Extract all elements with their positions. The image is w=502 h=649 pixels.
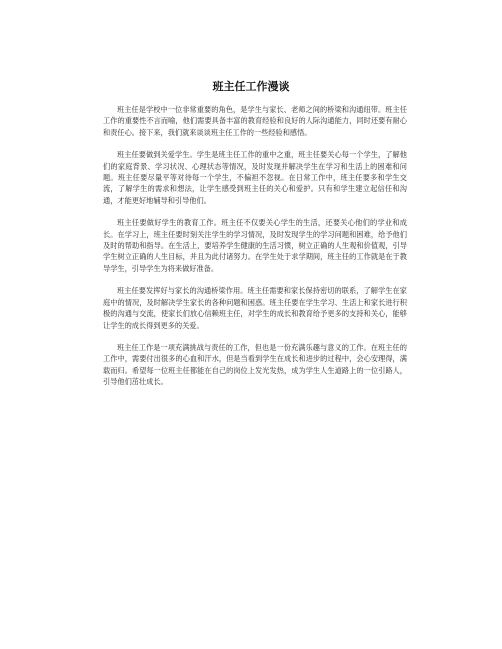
document-body [103, 104, 407, 399]
paragraph-conclusion: 班主任工作是一项充满挑战与责任的工作，但也是一份充满乐趣与意义的工作。在班主任的工作中，需要付出很多的心血和汗水，但是当看到学生在成长和进步的过程中，会心安理得，满载而归。希望每一位班主任都能在自己的岗位上发光发热，成为学生人生道路上的一位引路人，引导他们茁壮成长。 [103, 342, 407, 387]
paragraph-care-students: 班主任要做到关爱学生。学生是班主任工作的重中之重，班主任要关心每一个学生，了解他们的家庭背景、学习状况、心理状态等情况，及时发现并解决学生在学习和生活上的困难和问题。班主任要尽量平等对待每一个学生，不偏袒不忽视。在日常工作中，班主任要多和学生交流，了解学生的需求和想法，让学生感受到班主任的关心和爱护。只有和学生建立起信任和沟通，才能更好地辅导和引导他们。 [103, 150, 407, 205]
page-title: 班主任工作漫谈 [212, 80, 290, 93]
paragraph-intro: 班主任是学校中一位非常重要的角色，是学生与家长、老师之间的桥梁和沟通纽带。班主任工作的重要性不言而喻，他们需要具备丰富的教育经验和良好的人际沟通能力，同时还要有耐心和责任心。接下来，我们就来谈谈班主任工作的一些经验和感悟。 [103, 105, 407, 137]
paragraph-education-work: 班主任要做好学生的教育工作。班主任不仅要关心学生的生活，还要关心他们的学业和成长。在学习上，班主任要时刻关注学生的学习情况，及时发现学生的学习问题和困难，给予他们及时的帮助和指导。在生活上，要培养学生健康的生活习惯，树立正确的人生观和价值观，引导学生树立正确的人生目标，并且为此付诸努力。在学生处于求学期间，班主任的工作就是在于教导学生，引导学生为将来做好准备。 [103, 218, 407, 273]
paragraph-parent-communication: 班主任要发挥好与家长的沟通桥梁作用。班主任需要和家长保持密切的联系，了解学生在家庭中的情况，及时解决学生家长的各种问题和困惑。班主任要在学生学习、生活上和家长进行积极的沟通与交流，使家长们放心信赖班主任，对学生的成长和教育给予更多的支持和关心，能够让学生的成长得到更多的关爱。 [103, 286, 407, 330]
